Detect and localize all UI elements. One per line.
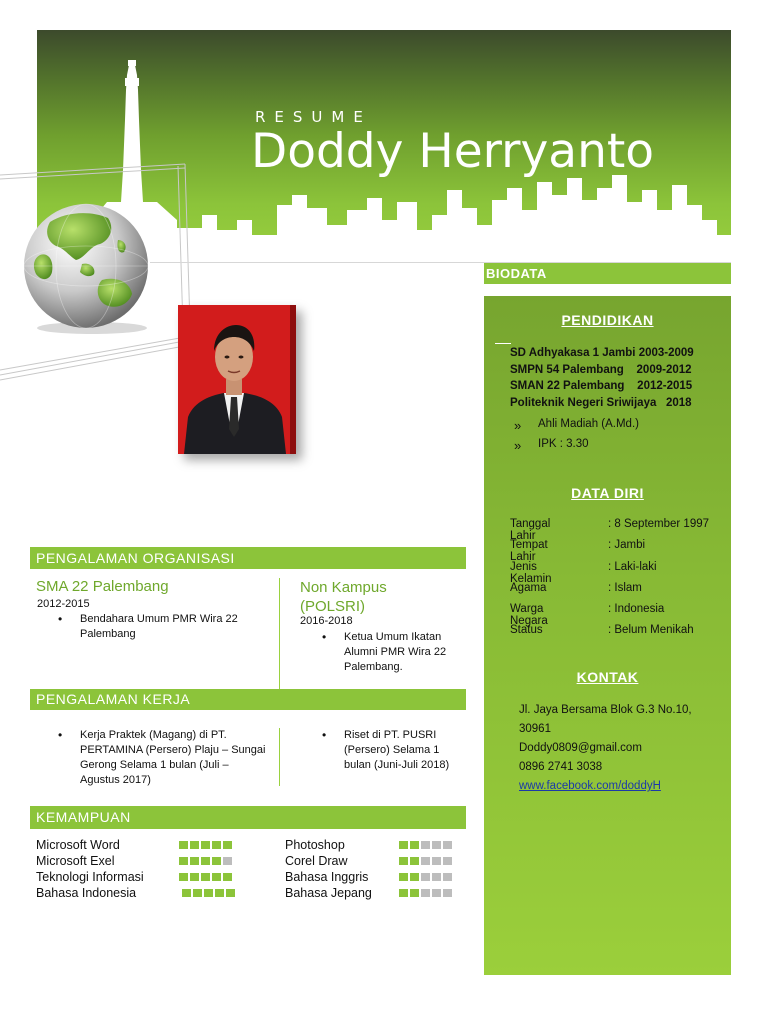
- double-chevron-icon: »: [514, 438, 522, 453]
- data-key: Jenis Kelamin: [510, 560, 552, 585]
- skill-square-filled: [190, 857, 199, 865]
- skill-level-meter: [179, 873, 232, 881]
- skill-square-filled: [226, 889, 235, 897]
- skill-square-empty: [443, 857, 452, 865]
- skill-square-filled: [410, 841, 419, 849]
- address-postcode: 30961: [519, 723, 551, 735]
- data-value: : Indonesia: [608, 603, 665, 616]
- skill-square-empty: [443, 889, 452, 897]
- skill-square-empty: [432, 873, 441, 881]
- skill-square-empty: [432, 889, 441, 897]
- skill-square-empty: [432, 857, 441, 865]
- data-key: Warga Negara: [510, 603, 548, 628]
- data-key: Tanggal Lahir: [510, 518, 551, 542]
- pendidikan-heading: PENDIDIKAN: [561, 312, 654, 328]
- skill-square-empty: [443, 841, 452, 849]
- data-diri-heading: DATA DIRI: [571, 485, 644, 501]
- skill-square-filled: [193, 889, 202, 897]
- skill-name: Bahasa Inggris: [285, 870, 369, 884]
- globe-icon: [20, 200, 155, 335]
- skill-square-filled: [179, 857, 188, 865]
- skill-level-meter: [179, 841, 232, 849]
- skill-square-filled: [201, 841, 210, 849]
- skill-level-meter: [399, 889, 452, 897]
- skill-level-meter: [399, 841, 452, 849]
- skill-square-empty: [421, 889, 430, 897]
- skill-name: Microsoft Word: [36, 838, 120, 852]
- email-text: Doddy0809@gmail.com: [519, 742, 642, 754]
- skill-square-empty: [223, 857, 232, 865]
- org-right-year: 2016-2018: [300, 615, 353, 627]
- kerja-left-bullet: • Kerja Praktek (Magang) di PT. PERTAMINA (Persero) Plaju – Sungai Gerong Selama 1 bulan (Juli – Agustus 2017): [56, 728, 266, 788]
- education-details: [514, 414, 639, 454]
- skill-square-filled: [223, 841, 232, 849]
- skill-name: Bahasa Jepang: [285, 886, 372, 900]
- skill-square-filled: [212, 841, 221, 849]
- detail-item: [514, 414, 639, 434]
- data-value: : Laki-laki: [608, 560, 657, 573]
- biodata-bar: BIODATA: [484, 263, 731, 284]
- skill-square-filled: [410, 873, 419, 881]
- skill-square-filled: [179, 841, 188, 849]
- column-divider: [279, 728, 280, 786]
- skill-name: Bahasa Indonesia: [36, 886, 137, 900]
- kerja-heading: PENGALAMAN KERJA: [30, 689, 466, 710]
- data-key: Status: [510, 624, 543, 637]
- skill-square-filled: [215, 889, 224, 897]
- facebook-link[interactable]: www.facebook.com/doddyH: [519, 780, 661, 792]
- education-item: SMAN 22 Palembang 2012-2015: [510, 380, 693, 392]
- data-value: : Belum Menikah: [608, 624, 694, 637]
- skill-level-meter: [179, 857, 232, 865]
- skill-level-meter: [399, 873, 452, 881]
- person-silhouette-icon: [178, 305, 290, 454]
- skill-square-empty: [421, 857, 430, 865]
- skill-square-filled: [410, 857, 419, 865]
- data-value: : Islam: [608, 581, 642, 594]
- education-item: SD Adhyakasa 1 Jambi 2003-2009: [510, 347, 694, 359]
- data-key: Tempat Lahir: [510, 539, 548, 564]
- org-left-title: SMA 22 Palembang: [36, 578, 169, 595]
- contact-block: [519, 701, 692, 796]
- skill-square-filled: [190, 873, 199, 881]
- skill-name: Microsoft Exel: [36, 854, 115, 868]
- skill-square-filled: [201, 857, 210, 865]
- education-list: [510, 345, 694, 411]
- profile-photo: [178, 305, 296, 454]
- skill-level-meter: [399, 857, 452, 865]
- skill-square-filled: [399, 873, 408, 881]
- skill-square-filled: [399, 889, 408, 897]
- detail-item: [514, 434, 639, 454]
- resume-label: RESUME: [255, 108, 372, 126]
- skill-square-filled: [223, 873, 232, 881]
- education-item: SMPN 54 Palembang 2009-2012: [510, 363, 692, 376]
- kontak-heading: KONTAK: [576, 669, 639, 685]
- detail-text: IPK : 3.30: [538, 438, 589, 450]
- person-name: Doddy Herryanto: [251, 124, 655, 179]
- skill-square-filled: [399, 857, 408, 865]
- biodata-panel: [484, 296, 731, 975]
- skill-square-filled: [399, 841, 408, 849]
- org-right-bullet: • Ketua Umum Ikatan Alumni PMR Wira 22 Palembang.: [320, 630, 460, 675]
- double-chevron-icon: »: [514, 418, 522, 433]
- skill-name: Photoshop: [285, 838, 345, 852]
- address-line: Jl. Jaya Bersama Blok G.3 No.10,: [519, 704, 692, 716]
- kerja-right-bullet: • Riset di PT. PUSRI (Persero) Selama 1 bulan (Juni-Juli 2018): [320, 728, 460, 773]
- skill-square-empty: [421, 841, 430, 849]
- data-value: : Jambi: [608, 539, 646, 552]
- skill-square-filled: [212, 873, 221, 881]
- skill-square-empty: [432, 841, 441, 849]
- skill-square-filled: [201, 873, 210, 881]
- skill-square-filled: [190, 841, 199, 849]
- divider: [495, 343, 511, 344]
- org-left-bullet: • Bendahara Umum PMR Wira 22 Palembang: [56, 612, 256, 642]
- skill-square-filled: [204, 889, 213, 897]
- skill-square-filled: [410, 889, 419, 897]
- skill-square-filled: [182, 889, 191, 897]
- data-key: Agama: [510, 581, 547, 594]
- data-value: : 8 September 1997: [608, 518, 710, 530]
- skill-square-filled: [179, 873, 188, 881]
- skill-name: Teknologi Informasi: [36, 870, 144, 884]
- org-left-year: 2012-2015: [37, 598, 90, 610]
- column-divider: [279, 578, 280, 690]
- organisasi-heading: PENGALAMAN ORGANISASI: [30, 547, 466, 569]
- phone-text: 0896 2741 3038: [519, 761, 603, 773]
- skill-square-empty: [421, 873, 430, 881]
- skill-square-empty: [443, 873, 452, 881]
- skill-level-meter: [182, 889, 235, 897]
- org-right-title: Non Kampus (POLSRI): [300, 579, 387, 615]
- skill-name: Corel Draw: [285, 854, 348, 868]
- kemampuan-heading: KEMAMPUAN: [30, 806, 466, 829]
- education-item: Politeknik Negeri Sriwijaya 2018: [510, 396, 692, 409]
- detail-text: Ahli Madiah (A.Md.): [538, 418, 639, 430]
- skill-square-filled: [212, 857, 221, 865]
